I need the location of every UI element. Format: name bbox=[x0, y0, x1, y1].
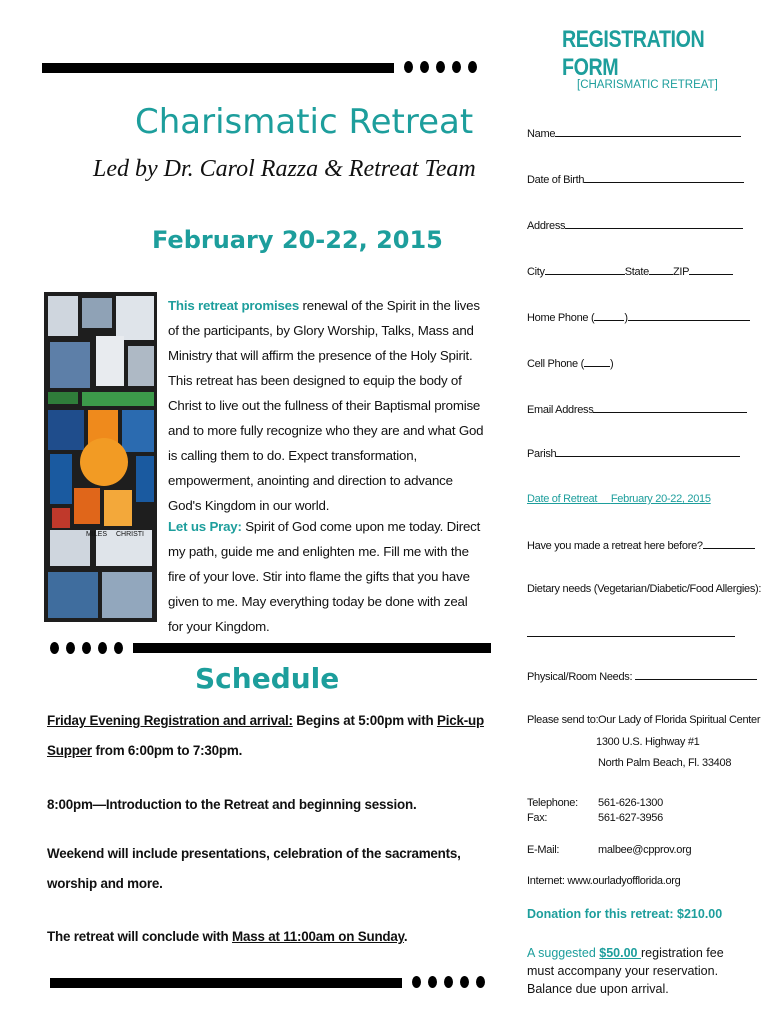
middle-divider-bar bbox=[133, 643, 491, 653]
donation-line: Donation for this retreat: $210.00 bbox=[527, 907, 723, 921]
dietary-field[interactable]: Dietary needs (Vegetarian/Diabetic/Food Allergies): bbox=[527, 583, 762, 595]
pray-body: Spirit of God come upon me today. Direct my path, guide me and enlighten me. Fill me with the fire of your love. Stir into flame the gifts that you have given to me. May everything today be done with zeal for your Kingdom. bbox=[168, 519, 481, 634]
bottom-divider-bar bbox=[50, 978, 402, 988]
state-label: State bbox=[624, 266, 649, 278]
registration-subtitle: [CHARISMATIC RETREAT] bbox=[577, 79, 718, 91]
retreat-title: Charismatic Retreat bbox=[135, 102, 474, 142]
conclude-mass: Mass at 11:00am on Sunday bbox=[232, 929, 404, 944]
name-field[interactable] bbox=[527, 126, 741, 140]
middle-divider-dots bbox=[50, 642, 123, 654]
city-state-zip-field[interactable] bbox=[527, 264, 733, 278]
suggested-fee bbox=[527, 944, 747, 998]
friday-supper: Pick-up Supper bbox=[47, 713, 484, 758]
intro-body: renewal of the Spirit in the lives of the participants, by Glory Worship, Talks, Mass and Ministry that will affirm the presence of the Holy Spirit. This retreat has been designed to equip the body of Christ to live out the fullness of their Baptismal promise and to more fully recognize who they are and what God is calling them to do. Expect transformation, empowerment, anointing and direction to advance God's Kingdom in our world. bbox=[168, 298, 484, 513]
internet-line[interactable]: Internet: www.ourladyofflorida.org bbox=[527, 875, 681, 887]
pray-lead: Let us Pray: bbox=[168, 519, 242, 534]
telephone-value: 561-626-1300 bbox=[598, 797, 663, 809]
dob-label: Date of Birth bbox=[527, 174, 585, 186]
dietary-line[interactable] bbox=[527, 636, 735, 637]
made-retreat-label: Have you made a retreat here before? bbox=[527, 540, 703, 552]
address-label: Address bbox=[527, 220, 566, 232]
led-by-line: Led by Dr. Carol Razza & Retreat Team bbox=[93, 156, 476, 182]
city-label: City bbox=[527, 266, 545, 278]
top-divider-bar bbox=[42, 63, 394, 73]
stained-glass-image bbox=[44, 292, 157, 622]
parish-field[interactable] bbox=[527, 446, 740, 460]
top-divider-dots bbox=[404, 61, 477, 73]
email-field[interactable] bbox=[527, 402, 747, 416]
cell-phone-label: Cell Phone ( bbox=[527, 358, 584, 370]
home-phone-paren: ) bbox=[624, 312, 628, 324]
cell-phone-paren: ) bbox=[609, 358, 614, 370]
schedule-title: Schedule bbox=[195, 662, 340, 695]
email-contact-label: E-Mail: bbox=[527, 844, 560, 856]
glass-label-christi: CHRISTI bbox=[116, 531, 144, 538]
weekend-line: Weekend will include presentations, celebration of the sacraments, worship and more. bbox=[47, 846, 461, 891]
send-to-line-1: Our Lady of Florida Spiritual Center bbox=[598, 714, 761, 726]
suggest-post: registration fee must accompany your reservation. Balance due upon arrival. bbox=[527, 946, 724, 996]
glass-label-miles: MILES bbox=[86, 531, 108, 538]
dob-field[interactable] bbox=[527, 172, 744, 186]
home-phone-field[interactable] bbox=[527, 310, 750, 324]
registration-form-title: REGISTRATION FORM bbox=[562, 26, 705, 81]
address-field[interactable] bbox=[527, 218, 743, 232]
physical-needs-field[interactable] bbox=[527, 669, 757, 683]
intro-lead: This retreat promises bbox=[168, 298, 300, 313]
send-to-label: Please send to: bbox=[527, 714, 599, 726]
telephone-label: Telephone: bbox=[527, 797, 578, 809]
prayer-paragraph bbox=[168, 514, 484, 639]
date-of-retreat bbox=[527, 493, 711, 505]
suggest-amount: $50.00 bbox=[599, 946, 641, 960]
friday-mid: Begins at 5:00pm with bbox=[292, 713, 437, 728]
conclude-pre: The retreat will conclude with bbox=[47, 929, 233, 944]
conclude-line bbox=[47, 922, 487, 952]
send-to-line-3: North Palm Beach, Fl. 33408 bbox=[598, 757, 732, 769]
physical-needs-label: Physical/Room Needs: bbox=[527, 671, 636, 683]
email-contact-value[interactable]: malbee@cpprov.org bbox=[598, 844, 692, 856]
retreat-description bbox=[168, 293, 484, 518]
home-phone-label: Home Phone ( bbox=[527, 312, 595, 324]
fax-label: Fax: bbox=[527, 812, 548, 824]
fax-value: 561-627-3956 bbox=[598, 812, 663, 824]
date-of-retreat-value: February 20-22, 2015 bbox=[610, 493, 711, 505]
cell-phone-field[interactable] bbox=[527, 356, 613, 370]
suggest-pre: A suggested bbox=[527, 946, 600, 960]
parish-label: Parish bbox=[527, 448, 557, 460]
send-to-line-2: 1300 U.S. Highway #1 bbox=[596, 736, 700, 748]
friday-end: from 6:00pm to 7:30pm. bbox=[91, 743, 243, 758]
zip-label: ZIP bbox=[672, 266, 690, 278]
intro-session: 8:00pm—Introduction to the Retreat and beginning session. bbox=[47, 797, 417, 812]
email-label: Email Address bbox=[527, 404, 594, 416]
conclude-post: . bbox=[403, 929, 408, 944]
bottom-divider-dots bbox=[412, 976, 485, 988]
retreat-dates: February 20-22, 2015 bbox=[152, 226, 443, 254]
date-of-retreat-label: Date of Retreat bbox=[527, 493, 598, 505]
name-label: Name bbox=[527, 128, 556, 140]
friday-schedule bbox=[47, 706, 487, 766]
friday-label: Friday Evening Registration and arrival: bbox=[47, 713, 293, 728]
made-retreat-field[interactable] bbox=[527, 538, 755, 552]
